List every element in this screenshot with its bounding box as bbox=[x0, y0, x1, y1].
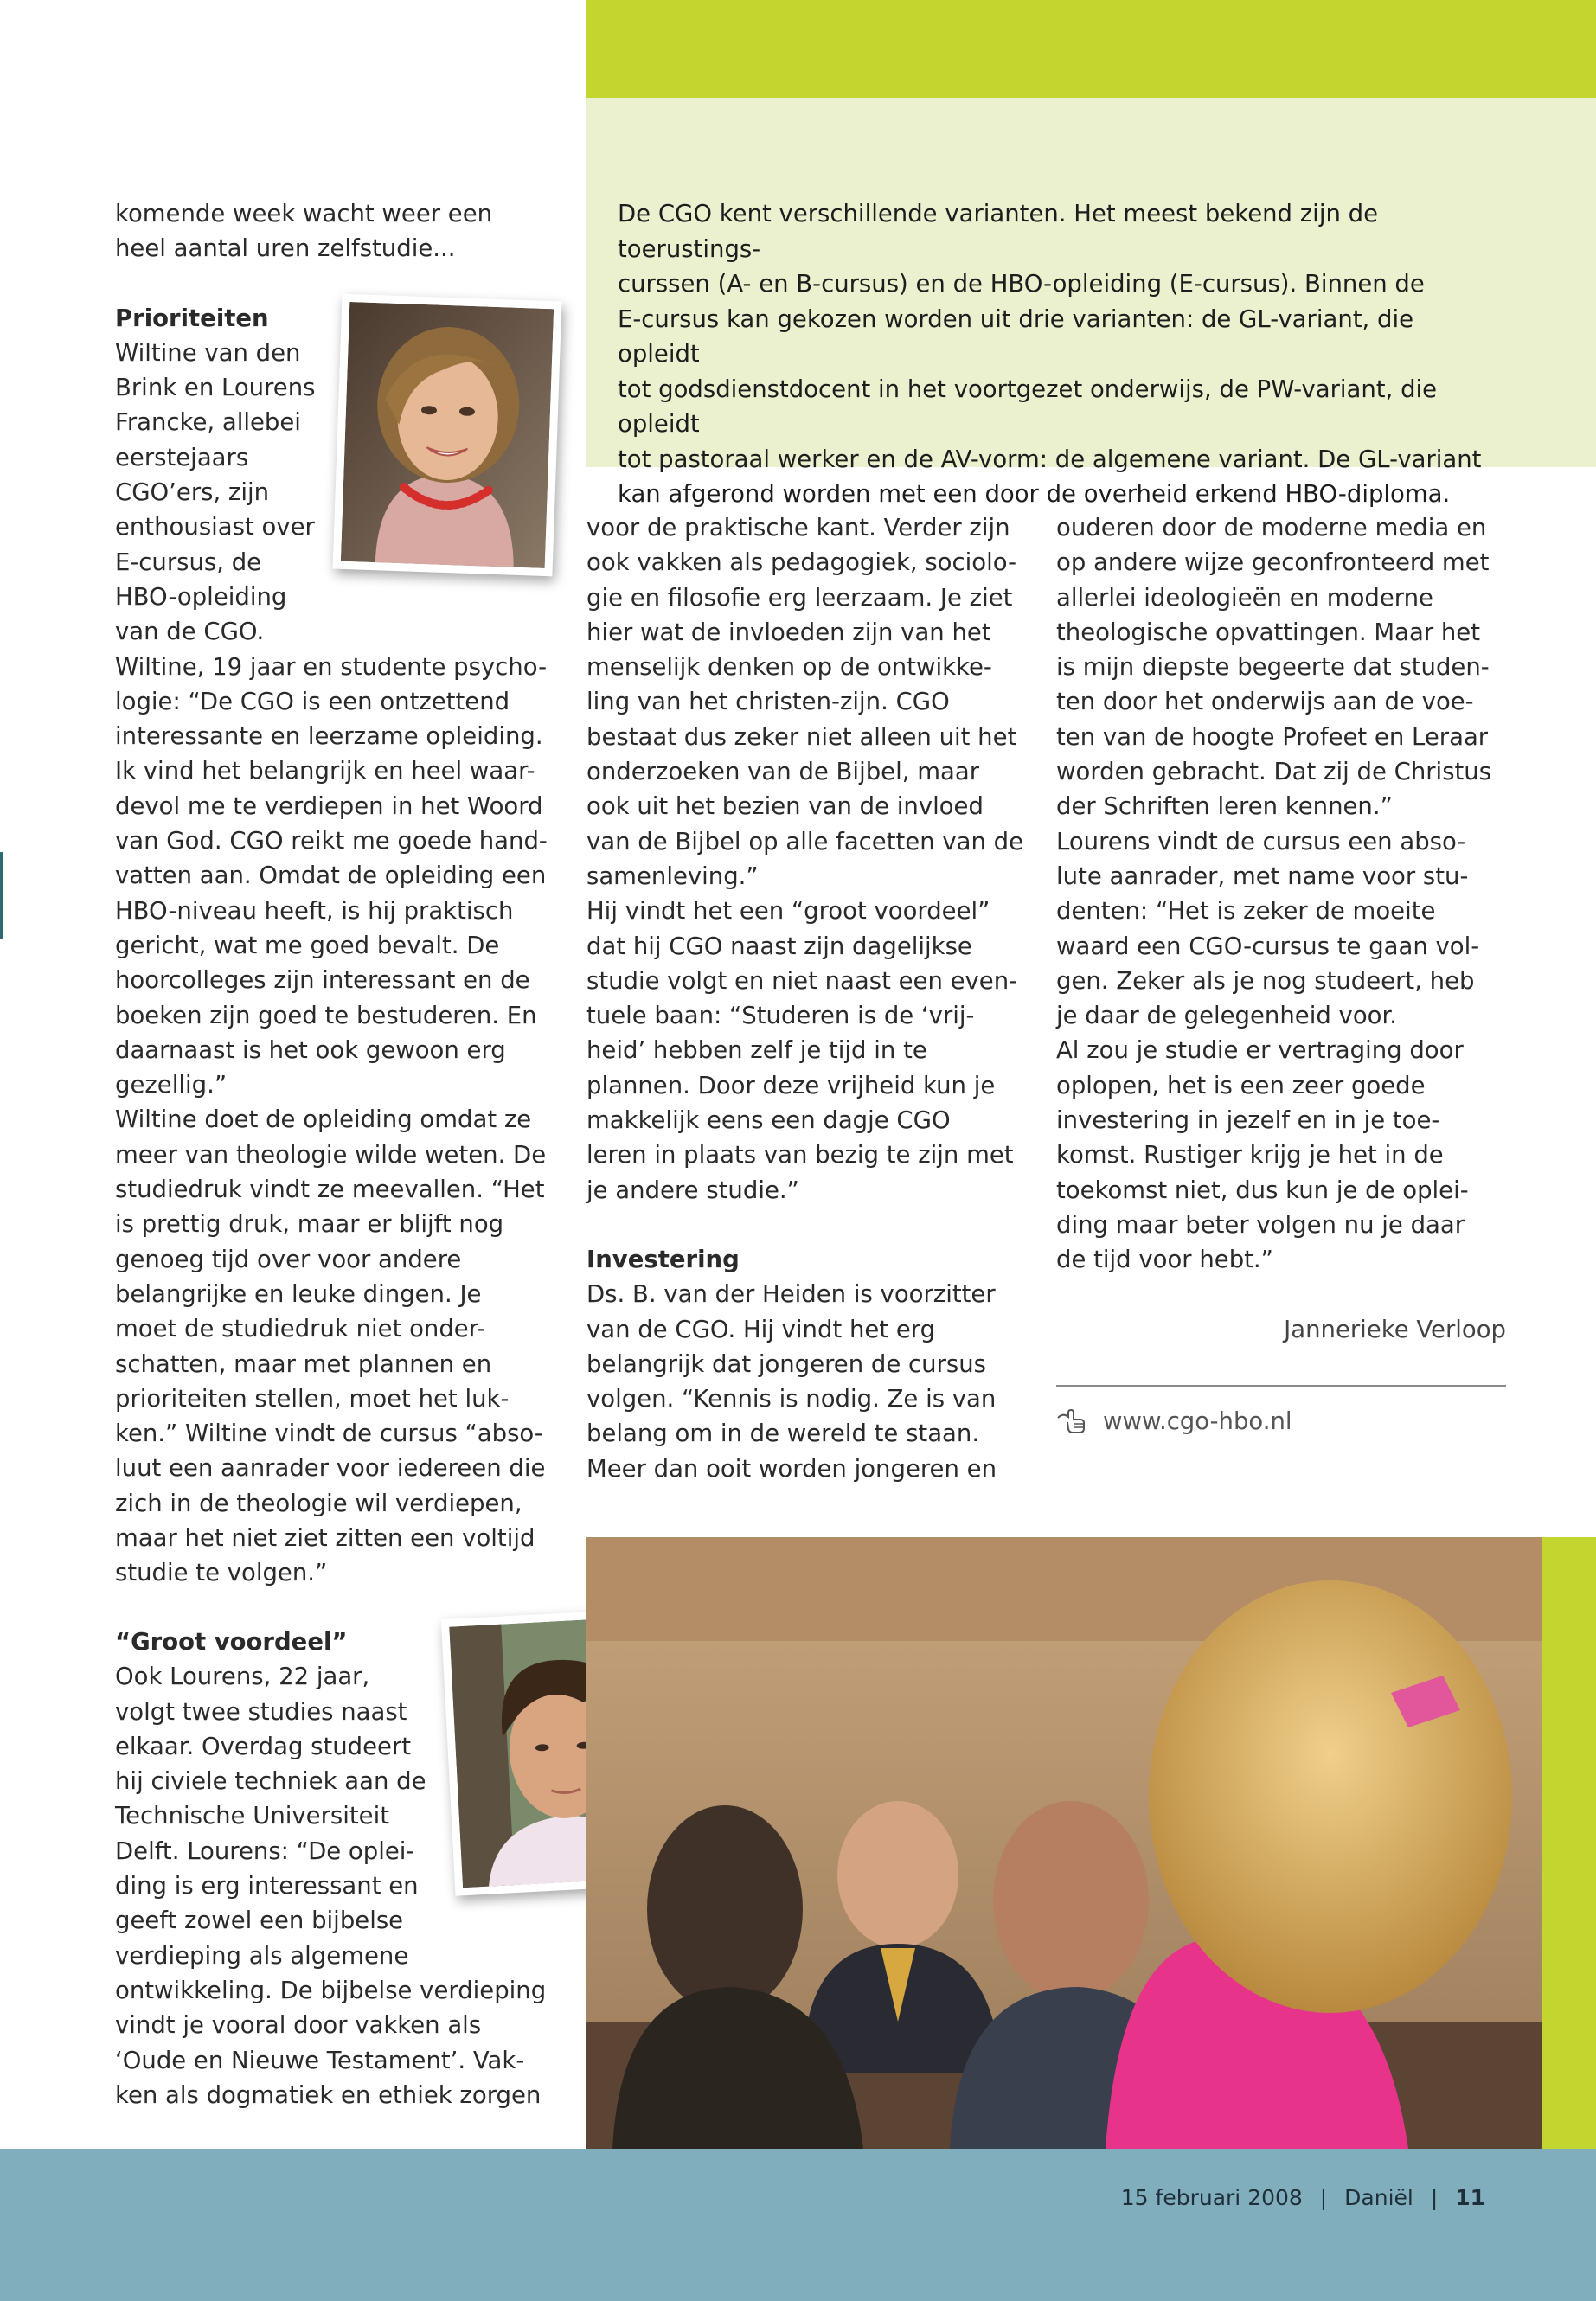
pointing-hand-icon bbox=[1056, 1409, 1086, 1433]
text-line: toekomst niet, dus kun je de oplei- bbox=[1056, 1176, 1469, 1204]
text-line: HBO-niveau heeft, is hij praktisch bbox=[115, 896, 514, 925]
text-line: van de CGO. Hij vindt het erg bbox=[586, 1315, 936, 1343]
heading-groot-voordeel: “Groot voordeel” bbox=[115, 1628, 348, 1656]
text-line: belang om in de wereld te staan. bbox=[586, 1420, 980, 1448]
footer-separator: | bbox=[1319, 2185, 1328, 2210]
text-line: Meer dan ooit worden jongeren en bbox=[586, 1454, 997, 1483]
text-line: volgen. “Kennis is nodig. Ze is van bbox=[586, 1385, 997, 1413]
website-link-row[interactable] bbox=[1056, 1404, 1506, 1439]
text-line: lute aanrader, met name voor stu- bbox=[1056, 862, 1469, 890]
text-line: E-cursus, de bbox=[115, 548, 262, 576]
text-line: belangrijk dat jongeren de cursus bbox=[586, 1349, 986, 1378]
text-line: studie te volgen.” bbox=[115, 1559, 328, 1587]
text-line: theologische opvattingen. Maar het bbox=[1056, 618, 1480, 646]
text-line: dat hij CGO naast zijn dagelijkse bbox=[586, 932, 972, 960]
page-number: 11 bbox=[1455, 2185, 1485, 2210]
text-line: waard een CGO-cursus te gaan vol- bbox=[1056, 932, 1480, 960]
text-line: ding is erg interessant en bbox=[115, 1872, 419, 1900]
text-line: menselijk denken op de ontwikke- bbox=[586, 653, 992, 682]
text-line: ‘Oude en Nieuwe Testament’. Vak- bbox=[115, 2046, 525, 2074]
heading-prioriteiten: Prioriteiten bbox=[115, 304, 269, 332]
group-photo bbox=[586, 1537, 1542, 2149]
info-line: De CGO kent verschillende varianten. Het meest bekend zijn de toerustings- bbox=[618, 200, 1379, 263]
text-line: ook vakken als pedagogiek, sociolo- bbox=[586, 548, 1016, 577]
text-line: geeft zowel een bijbelse bbox=[115, 1907, 404, 1935]
text-line: van de Bijbel op alle facetten van de bbox=[586, 827, 1024, 856]
text-line: ten door het onderwijs aan de voe- bbox=[1056, 688, 1474, 716]
text-line: ding maar beter volgen nu je daar bbox=[1056, 1210, 1465, 1239]
text-line: hoorcolleges zijn interessant en de bbox=[115, 966, 530, 995]
text-line: onderzoeken van de Bijbel, maar bbox=[586, 758, 980, 786]
text-line: Brink en Lourens bbox=[115, 374, 316, 402]
text-line: heid’ hebben zelf je tijd in te bbox=[586, 1036, 927, 1065]
text-line: HBO-opleiding bbox=[115, 582, 287, 611]
text-line: is prettig druk, maar er blijft nog bbox=[115, 1210, 504, 1239]
column-3 bbox=[1056, 510, 1506, 1439]
text-line: ken als dogmatiek en ethiek zorgen bbox=[115, 2080, 542, 2109]
text-line: op andere wijze geconfronteerd met bbox=[1056, 548, 1490, 577]
text-line: ook uit het bezien van de invloed bbox=[586, 792, 984, 821]
text-line: Technische Universiteit bbox=[115, 1802, 389, 1830]
text-line: van God. CGO reikt me goede hand- bbox=[115, 827, 548, 856]
text-line: meer van theologie wilde weten. De bbox=[115, 1140, 547, 1169]
text-line: daarnaast is het ook gewoon erg bbox=[115, 1035, 506, 1064]
text-line: leren in plaats van bezig te zijn met bbox=[586, 1141, 1014, 1170]
text-line: van de CGO. bbox=[115, 618, 265, 646]
text-line: Al zou je studie er vertraging door bbox=[1056, 1036, 1464, 1065]
text-line: worden gebracht. Dat zij de Christus bbox=[1056, 758, 1492, 786]
text-line: Wiltine van den bbox=[115, 338, 301, 367]
text-line: ontwikkeling. De bijbelse verdieping bbox=[115, 1976, 547, 2004]
spacer bbox=[115, 266, 565, 301]
spacer bbox=[586, 1208, 1036, 1242]
text-line: Hij vindt het een “groot voordeel” bbox=[586, 897, 990, 926]
text-line: je daar de gelegenheid voor. bbox=[1056, 1002, 1397, 1030]
text-line: gezellig.” bbox=[115, 1071, 228, 1099]
magazine-name: Daniël bbox=[1344, 2185, 1413, 2210]
info-line: curssen (A- en B-cursus) en de HBO-opleiding (E-cursus). Binnen de bbox=[618, 270, 1425, 298]
text-line: allerlei ideologieën en moderne bbox=[1056, 583, 1433, 612]
text-line: Francke, allebei bbox=[115, 408, 301, 437]
right-green-strip bbox=[1542, 1537, 1596, 2149]
text-line: Lourens vindt de cursus een abso- bbox=[1056, 827, 1466, 856]
text-line: eerstejaars bbox=[115, 443, 249, 471]
text-line: logie: “De CGO is een ontzettend bbox=[115, 687, 510, 715]
text-line: ken.” Wiltine vindt de cursus “abso- bbox=[115, 1420, 543, 1448]
top-green-bar bbox=[586, 0, 1596, 98]
text-line: Wiltine doet de opleiding omdat ze bbox=[115, 1106, 532, 1134]
margin-marker bbox=[0, 852, 3, 939]
text-line: Delft. Lourens: “De oplei- bbox=[115, 1836, 415, 1865]
portrait-wiltine bbox=[333, 294, 562, 577]
info-line: kan afgerond worden met een door de overheid erkend HBO-diploma. bbox=[618, 480, 1451, 508]
text-line: der Schriften leren kennen.” bbox=[1056, 792, 1393, 821]
text-line: interessante en leerzame opleiding. bbox=[115, 722, 543, 751]
author-credit: Jannerieke Verloop bbox=[1284, 1315, 1506, 1343]
info-line: tot pastoraal werker en de AV-vorm: de algemene variant. De GL-variant bbox=[618, 445, 1482, 473]
text-line: studiedruk vindt ze meevallen. “Het bbox=[115, 1176, 545, 1204]
text-line: gericht, wat me goed bevalt. De bbox=[115, 931, 500, 959]
text-line: Wiltine, 19 jaar en studente psycho- bbox=[115, 652, 547, 681]
footer-separator: | bbox=[1430, 2185, 1439, 2210]
text-line: zich in de theologie wil verdiepen, bbox=[115, 1489, 522, 1517]
text-line: schatten, maar met plannen en bbox=[115, 1349, 492, 1378]
info-line: E-cursus kan gekozen worden uit drie varianten: de GL-variant, die opleidt bbox=[618, 304, 1414, 368]
page-footer bbox=[1121, 2185, 1485, 2210]
text-line: vatten aan. Omdat de opleiding een bbox=[115, 862, 547, 890]
text-line: enthousiast over bbox=[115, 513, 315, 542]
text-line: komende week wacht weer een bbox=[115, 200, 493, 228]
text-line: heel aantal uren zelfstudie... bbox=[115, 234, 456, 263]
text-line: maar het niet ziet zitten een voltijd bbox=[115, 1523, 535, 1552]
text-line: volgt twee studies naast bbox=[115, 1697, 407, 1726]
text-line: prioriteiten stellen, moet het luk- bbox=[115, 1384, 510, 1413]
text-line: elkaar. Overdag studeert bbox=[115, 1732, 412, 1760]
text-line: vindt je vooral door vakken als bbox=[115, 2011, 482, 2040]
footer-band bbox=[0, 2149, 1596, 2301]
text-line: hij civiele techniek aan de bbox=[115, 1767, 426, 1796]
text-line: makkelijk eens een dagje CGO bbox=[586, 1106, 951, 1135]
text-line: komst. Rustiger krijg je het in de bbox=[1056, 1141, 1444, 1170]
text-line: belangrijke en leuke dingen. Je bbox=[115, 1279, 482, 1308]
text-line: devol me te verdiepen in het Woord bbox=[115, 792, 543, 820]
text-line: tuele baan: “Studeren is de ‘vrij- bbox=[586, 1002, 975, 1030]
text-line: gie en filosofie erg leerzaam. Je ziet bbox=[586, 583, 1013, 612]
text-line: moet de studiedruk niet onder- bbox=[115, 1315, 486, 1343]
text-line: denten: “Het is zeker de moeite bbox=[1056, 897, 1436, 926]
text-line: investering in jezelf en in je toe- bbox=[1056, 1106, 1440, 1135]
divider bbox=[1056, 1385, 1506, 1387]
classroom-photo-image bbox=[586, 1537, 1542, 2149]
heading-investering: Investering bbox=[586, 1245, 740, 1273]
text-line: verdieping als algemene bbox=[115, 1941, 409, 1970]
text-line: hier wat de invloeden zijn van het bbox=[586, 618, 991, 646]
text-line: oplopen, het is een zeer goede bbox=[1056, 1071, 1426, 1099]
text-line: plannen. Door deze vrijheid kun je bbox=[586, 1071, 996, 1099]
text-line: voor de praktische kant. Verder zijn bbox=[586, 514, 1010, 542]
text-line: is mijn diepste begeerte dat studen- bbox=[1056, 653, 1490, 682]
portrait-wiltine-image bbox=[341, 302, 554, 568]
website-url[interactable]: www.cgo-hbo.nl bbox=[1103, 1407, 1292, 1435]
text-line: ling van het christen-zijn. CGO bbox=[586, 688, 950, 716]
text-line: boeken zijn goed te bestuderen. En bbox=[115, 1001, 537, 1029]
text-line: je andere studie.” bbox=[586, 1176, 799, 1204]
text-line: de tijd voor hebt.” bbox=[1056, 1246, 1273, 1274]
issue-date: 15 februari 2008 bbox=[1120, 2185, 1303, 2210]
text-line: genoeg tijd over voor andere bbox=[115, 1245, 462, 1273]
column-2 bbox=[586, 510, 1036, 1486]
text-line: gen. Zeker als je nog studeert, heb bbox=[1056, 966, 1475, 995]
text-line: Ik vind het belangrijk en heel waar- bbox=[115, 757, 535, 785]
text-line: ouderen door de moderne media en bbox=[1056, 514, 1487, 542]
info-box-text bbox=[618, 196, 1491, 512]
text-line: CGO’ers, zijn bbox=[115, 478, 270, 507]
text-line: luut een aanrader voor iedereen die bbox=[115, 1454, 546, 1483]
text-line: Ook Lourens, 22 jaar, bbox=[115, 1663, 370, 1691]
text-line: ten van de hoogte Profeet en Leraar bbox=[1056, 722, 1489, 751]
text-line: Ds. B. van der Heiden is voorzitter bbox=[586, 1280, 996, 1309]
text-line: bestaat dus zeker niet alleen uit het bbox=[586, 722, 1017, 751]
text-line: studie volgt en niet naast een even- bbox=[586, 966, 1018, 995]
info-line: tot godsdienstdocent in het voortgezet onderwijs, de PW-variant, die opleidt bbox=[618, 375, 1438, 438]
text-line: samenleving.” bbox=[586, 862, 759, 890]
